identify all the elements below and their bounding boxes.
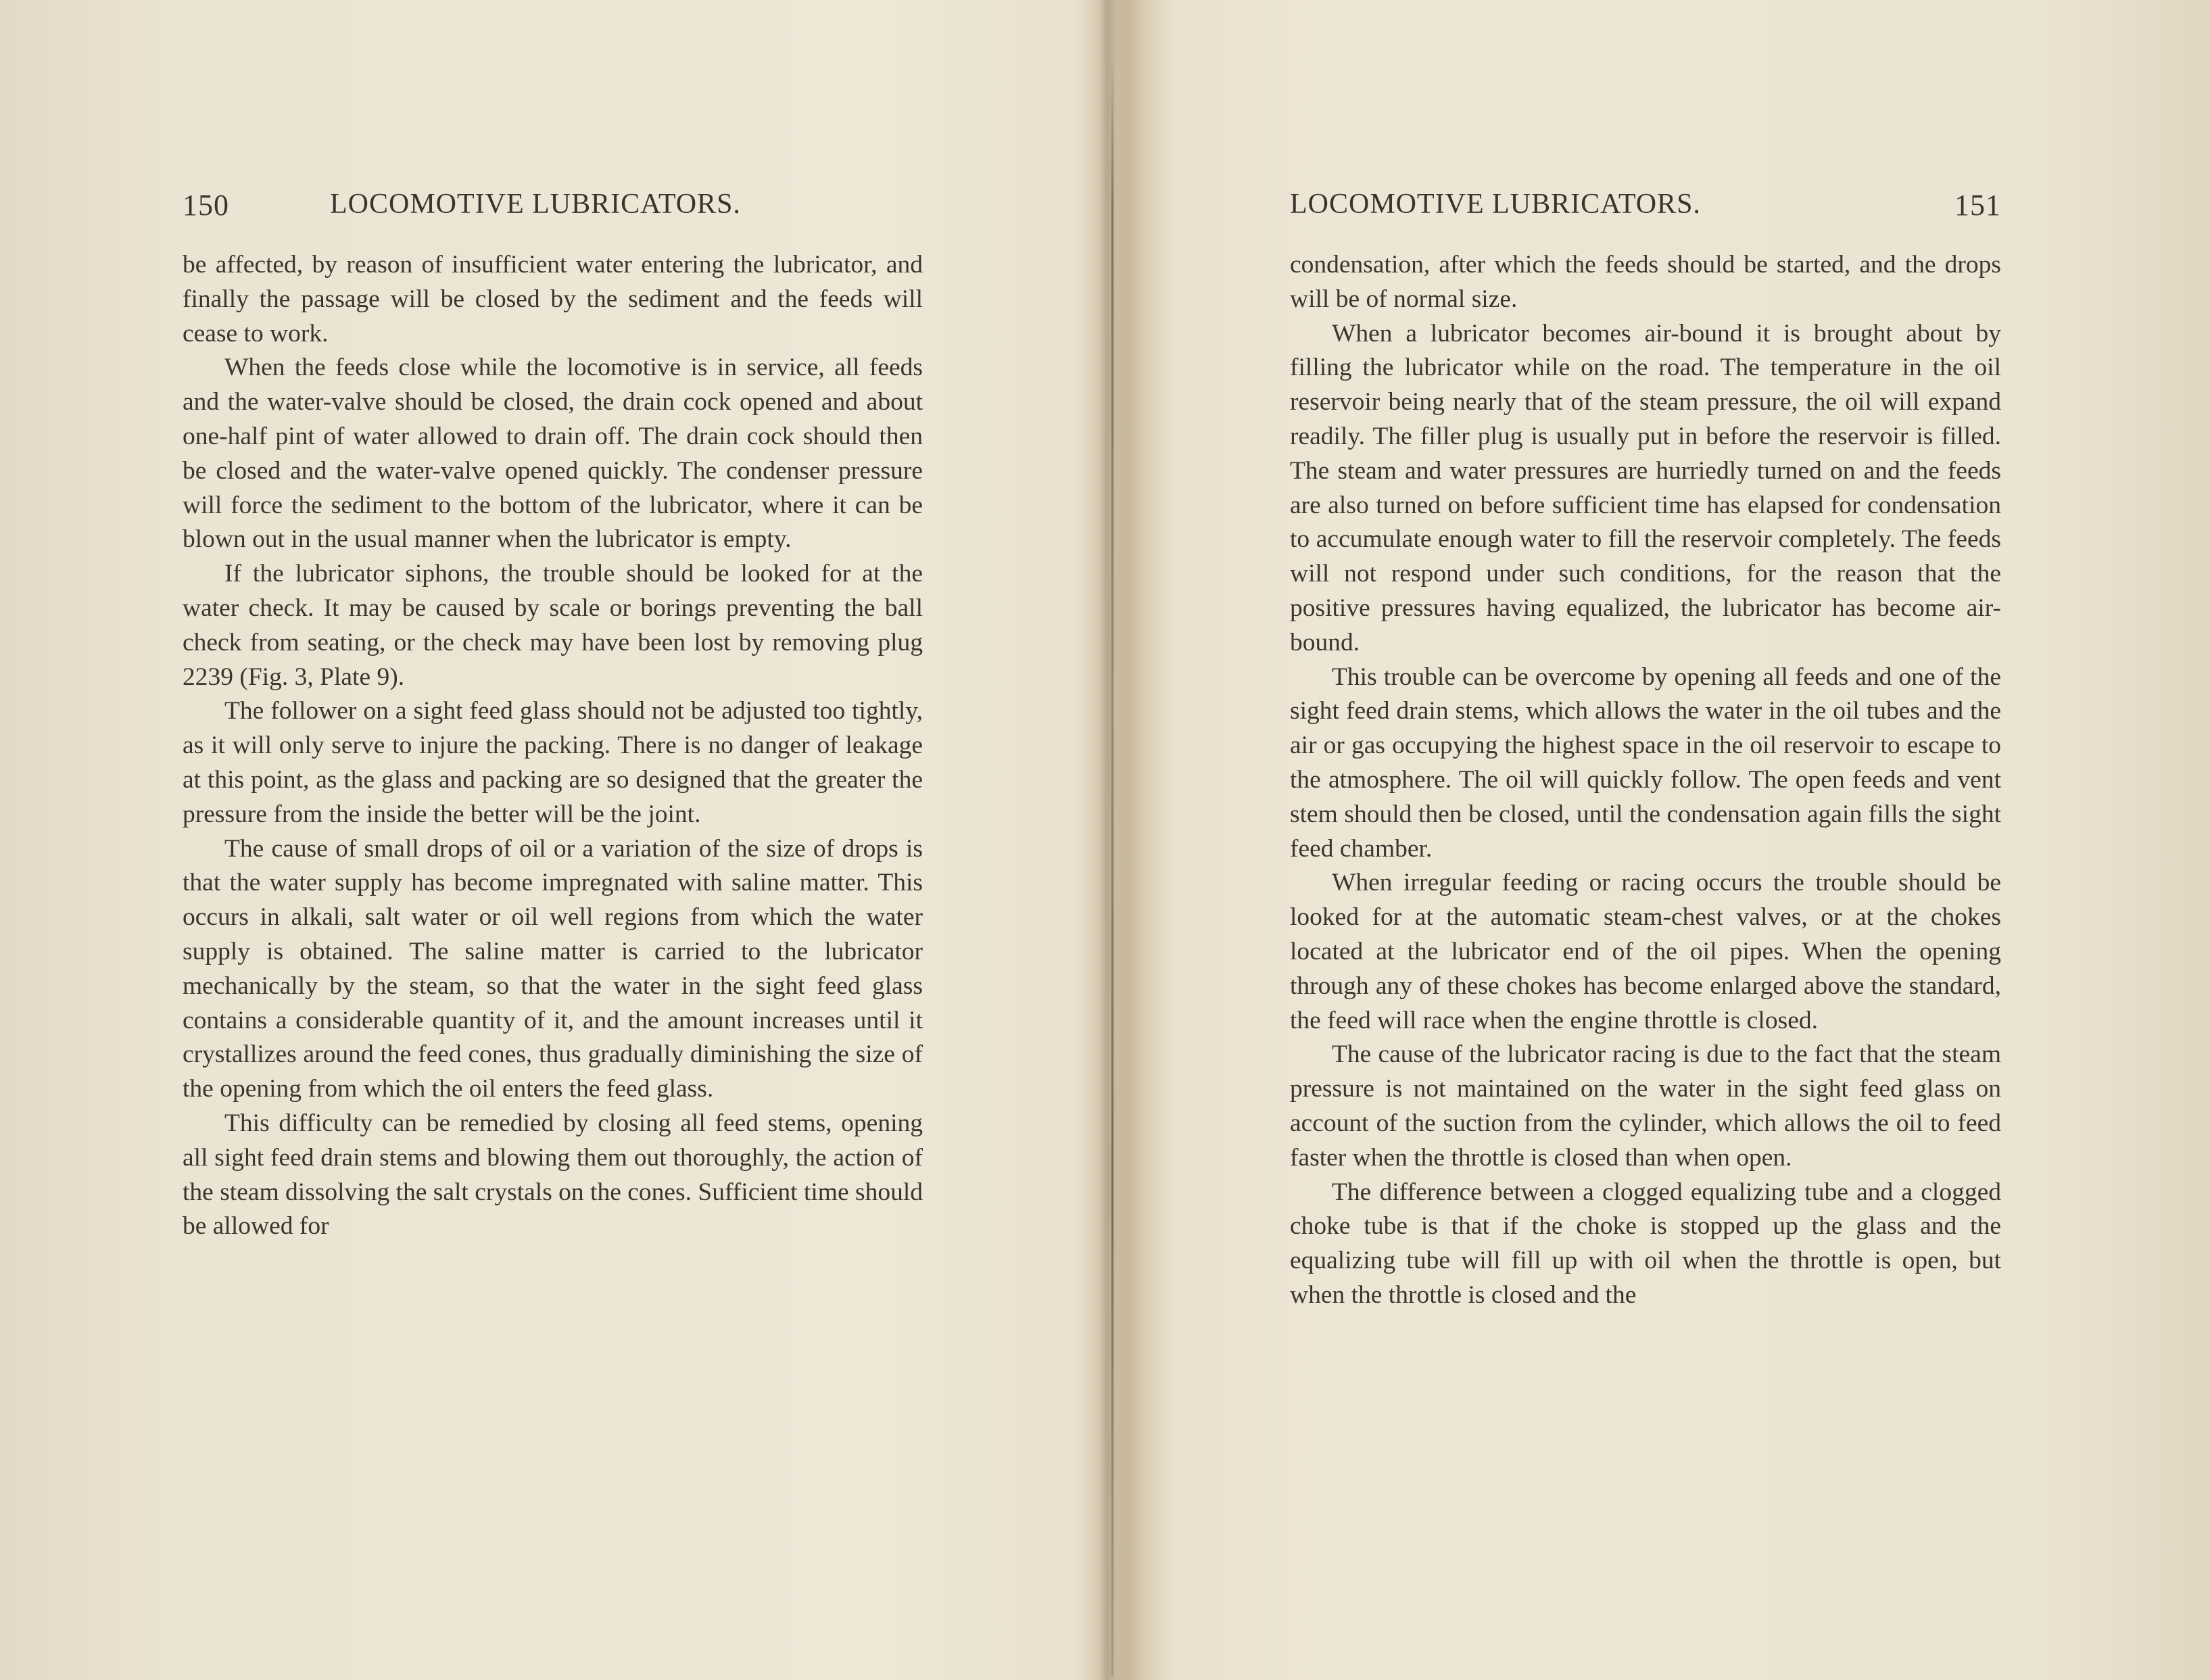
right-page-text <box>1290 248 2001 1313</box>
left-page-text <box>183 248 923 1244</box>
paragraph: This difficulty can be remedied by closing all feed stems, opening all sight feed drain stems and blowing them out thoroughly, the action of the steam dissolving the salt crystals on the cones. Sufficient time should be allowed for <box>183 1109 923 1241</box>
right-page <box>1109 0 2210 1680</box>
paragraph: When irregular feeding or racing occurs the trouble should be looked for at the automatic steam-chest valves, or at the chokes located at the lubricator end of the oil pipes. When the opening through any of these chokes has become enlarged above the standard, the feed will race when the engine throttle is closed. <box>1290 869 2001 1034</box>
paragraph: The cause of the lubricator racing is due to the fact that the steam pressure is not maintained on the water in the sight feed glass on account of the suction from the cylinder, which allows the oil to feed faster when the throttle is closed than when open. <box>1290 1040 2001 1172</box>
right-page-header <box>1290 188 2001 229</box>
left-page-header <box>183 188 926 229</box>
running-head: LOCOMOTIVE LUBRICATORS. <box>1290 189 1701 220</box>
paragraph: If the lubricator siphons, the trouble should be looked for at the water check. It may be caused by scale or borings preventing the ball check from seating, or the check may have been lost by removing plug 2239 (Fig. 3, Plate 9). <box>183 560 923 691</box>
paragraph: The difference between a clogged equalizing tube and a clogged choke tube is that if the choke is stopped up the glass and the equalizing tube will fill up with oil when the throttle is open, but when the throttle is closed and the <box>1290 1178 2001 1309</box>
page-number: 151 <box>1954 189 2001 222</box>
paragraph: The cause of small drops of oil or a variation of the size of drops is that the water supply has become impregnated with saline matter. This occurs in alkali, salt water or oil well regions from which the water supply is obtained. The saline matter is carried to the lubricator mechanically by the steam, so that the water in the sight feed glass contains a considerable quantity of it, and the amount increases until it crystallizes around the feed cones, thus gradually diminishing the size of the opening from which the oil enters the feed glass. <box>183 834 923 1103</box>
paragraph: This trouble can be overcome by opening all feeds and one of the sight feed drain stems, which allows the water in the oil tubes and the air or gas occupying the highest space in the oil reservoir to escape to the atmosphere. The oil will quickly follow. The open feeds and vent stem should then be closed, until the condensation again fills the sight feed chamber. <box>1290 663 2001 863</box>
page-number: 150 <box>183 189 229 222</box>
running-head: LOCOMOTIVE LUBRICATORS. <box>330 189 741 220</box>
paragraph: When a lubricator becomes air-bound it is brought about by filling the lubricator while on the road. The temperature in the oil reservoir being nearly that of the steam pressure, the oil will expand readily. The filler plug is usually put in before the reservoir is filled. The steam and water pressures are hurriedly turned on and the feeds are also turned on before sufficient time has elapsed for condensation to accumulate enough water to fill the reservoir completely. The feeds will not respond under such conditions, for the reason that the positive pressures having equalized, the lubricator has become air-bound. <box>1290 319 2001 656</box>
paragraph: When the feeds close while the locomotive is in service, all feeds and the water-valve should be closed, the drain cock opened and about one-half pint of water allowed to drain off. The drain cock should then be closed and the water-valve opened quickly. The condenser pressure will force the sediment to the bottom of the lubricator, where it can be blown out in the usual manner when the lubricator is empty. <box>183 354 923 554</box>
paragraph: be affected, by reason of insufficient water entering the lubricator, and finally the passage will be closed by the sediment and the feeds will cease to work. <box>183 251 923 347</box>
paragraph: condensation, after which the feeds should be started, and the drops will be of normal size. <box>1290 251 2001 313</box>
paragraph: The follower on a sight feed glass should not be adjusted too tightly, as it will only serve to injure the packing. There is no danger of leakage at this point, as the glass and packing are so designed that the greater the pressure from the inside the better will be the joint. <box>183 697 923 828</box>
